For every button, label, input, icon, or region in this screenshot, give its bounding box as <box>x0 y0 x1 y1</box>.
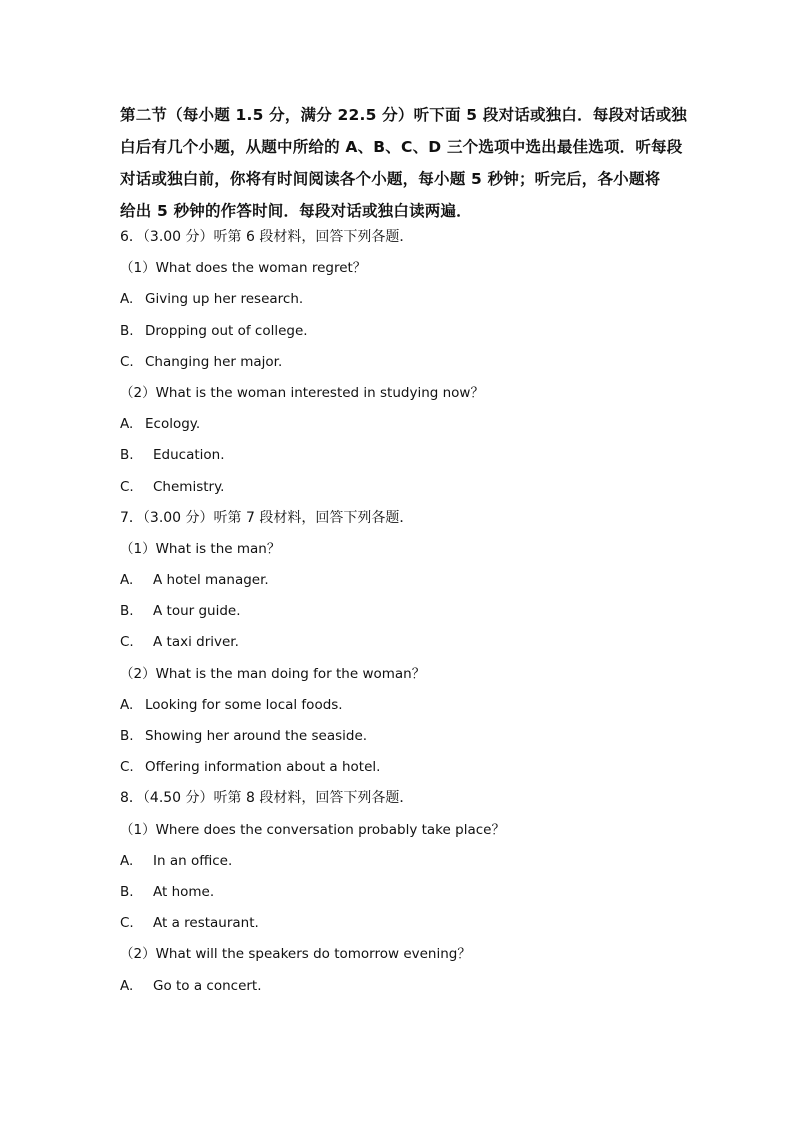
question-heading-text: 7．（3.00 分）听第 7 段材料，回答下列各题． <box>120 509 414 526</box>
option-text: In an office. <box>153 852 233 869</box>
option-label: A. <box>120 977 134 994</box>
answer-option <box>120 290 680 321</box>
question-heading <box>120 789 680 820</box>
option-label: A. <box>120 572 134 589</box>
instructions-line: 第二节（每小题 1.5 分，满分 22.5 分）听下面 5 段对话或独白．每段对话或独 <box>120 106 687 124</box>
instructions-line: 给出 5 秒钟的作答时间．每段对话或独白读两遍． <box>120 202 472 220</box>
option-label: C. <box>120 915 134 932</box>
option-label: A. <box>120 696 134 713</box>
option-text: At a restaurant. <box>153 915 259 932</box>
sub-question <box>120 821 680 852</box>
instructions-line: 白后有几个小题，从题中所给的 A、B、C、D 三个选项中选出最佳选项．听每段 <box>120 138 683 156</box>
option-label: B. <box>120 728 134 744</box>
answer-option <box>120 571 680 602</box>
sub-question-text: （2）What is the woman interested in studying now？ <box>120 384 484 401</box>
option-text: Changing her major. <box>145 353 283 370</box>
answer-option <box>120 322 680 353</box>
option-text: A hotel manager. <box>153 572 269 589</box>
answer-option <box>120 478 680 509</box>
option-label: A. <box>120 416 134 433</box>
option-text: A tour guide. <box>153 603 241 620</box>
answer-option <box>120 446 680 477</box>
answer-option <box>120 852 680 883</box>
option-text: Dropping out of college. <box>145 322 308 339</box>
answer-option <box>120 602 680 633</box>
answer-option <box>120 914 680 945</box>
option-label: B. <box>120 322 134 339</box>
option-label: C. <box>120 759 134 776</box>
question-list <box>120 228 680 1008</box>
sub-question <box>120 665 680 696</box>
sub-question-text: （1）What is the man？ <box>120 540 281 557</box>
option-text: Education. <box>153 447 225 464</box>
option-text: Offering information about a hotel. <box>145 759 381 776</box>
sub-question-text: （2）What will the speakers do tomorrow evening？ <box>120 946 471 963</box>
answer-option <box>120 758 680 789</box>
answer-option <box>120 415 680 446</box>
section-instructions <box>120 99 687 227</box>
option-text: Go to a concert. <box>153 977 262 994</box>
option-text: Ecology. <box>145 416 201 433</box>
answer-option <box>120 883 680 914</box>
instructions-line: 对话或独白前，你将有时间阅读各个小题，每小题 5 秒钟；听完后，各小题将 <box>120 170 661 188</box>
answer-option <box>120 727 680 758</box>
sub-question-text: （1）What does the woman regret？ <box>120 260 367 277</box>
option-text: At home. <box>153 883 215 900</box>
question-heading <box>120 228 680 259</box>
answer-option <box>120 633 680 664</box>
sub-question <box>120 384 680 415</box>
option-label: B. <box>120 447 134 464</box>
option-label: A. <box>120 852 134 869</box>
sub-question-text: （2）What is the man doing for the woman？ <box>120 665 426 682</box>
answer-option <box>120 353 680 384</box>
option-label: C. <box>120 353 134 370</box>
sub-question <box>120 259 680 290</box>
question-heading <box>120 509 680 540</box>
sub-question <box>120 945 680 976</box>
option-label: A. <box>120 291 134 308</box>
option-label: C. <box>120 634 134 651</box>
question-heading-text: 8．（4.50 分）听第 8 段材料，回答下列各题． <box>120 790 414 807</box>
sub-question-text: （1）Where does the conversation probably take place？ <box>120 821 505 838</box>
sub-question <box>120 540 680 571</box>
option-text: Looking for some local foods. <box>145 696 343 713</box>
option-text: Giving up her research. <box>145 291 304 308</box>
answer-option <box>120 977 680 1008</box>
answer-option <box>120 696 680 727</box>
option-label: C. <box>120 478 134 495</box>
option-text: A taxi driver. <box>153 634 239 651</box>
question-heading-text: 6．（3.00 分）听第 6 段材料，回答下列各题． <box>120 229 414 245</box>
option-label: B. <box>120 883 134 900</box>
option-label: B. <box>120 603 134 620</box>
option-text: Chemistry. <box>153 478 225 495</box>
option-text: Showing her around the seaside. <box>145 728 368 744</box>
